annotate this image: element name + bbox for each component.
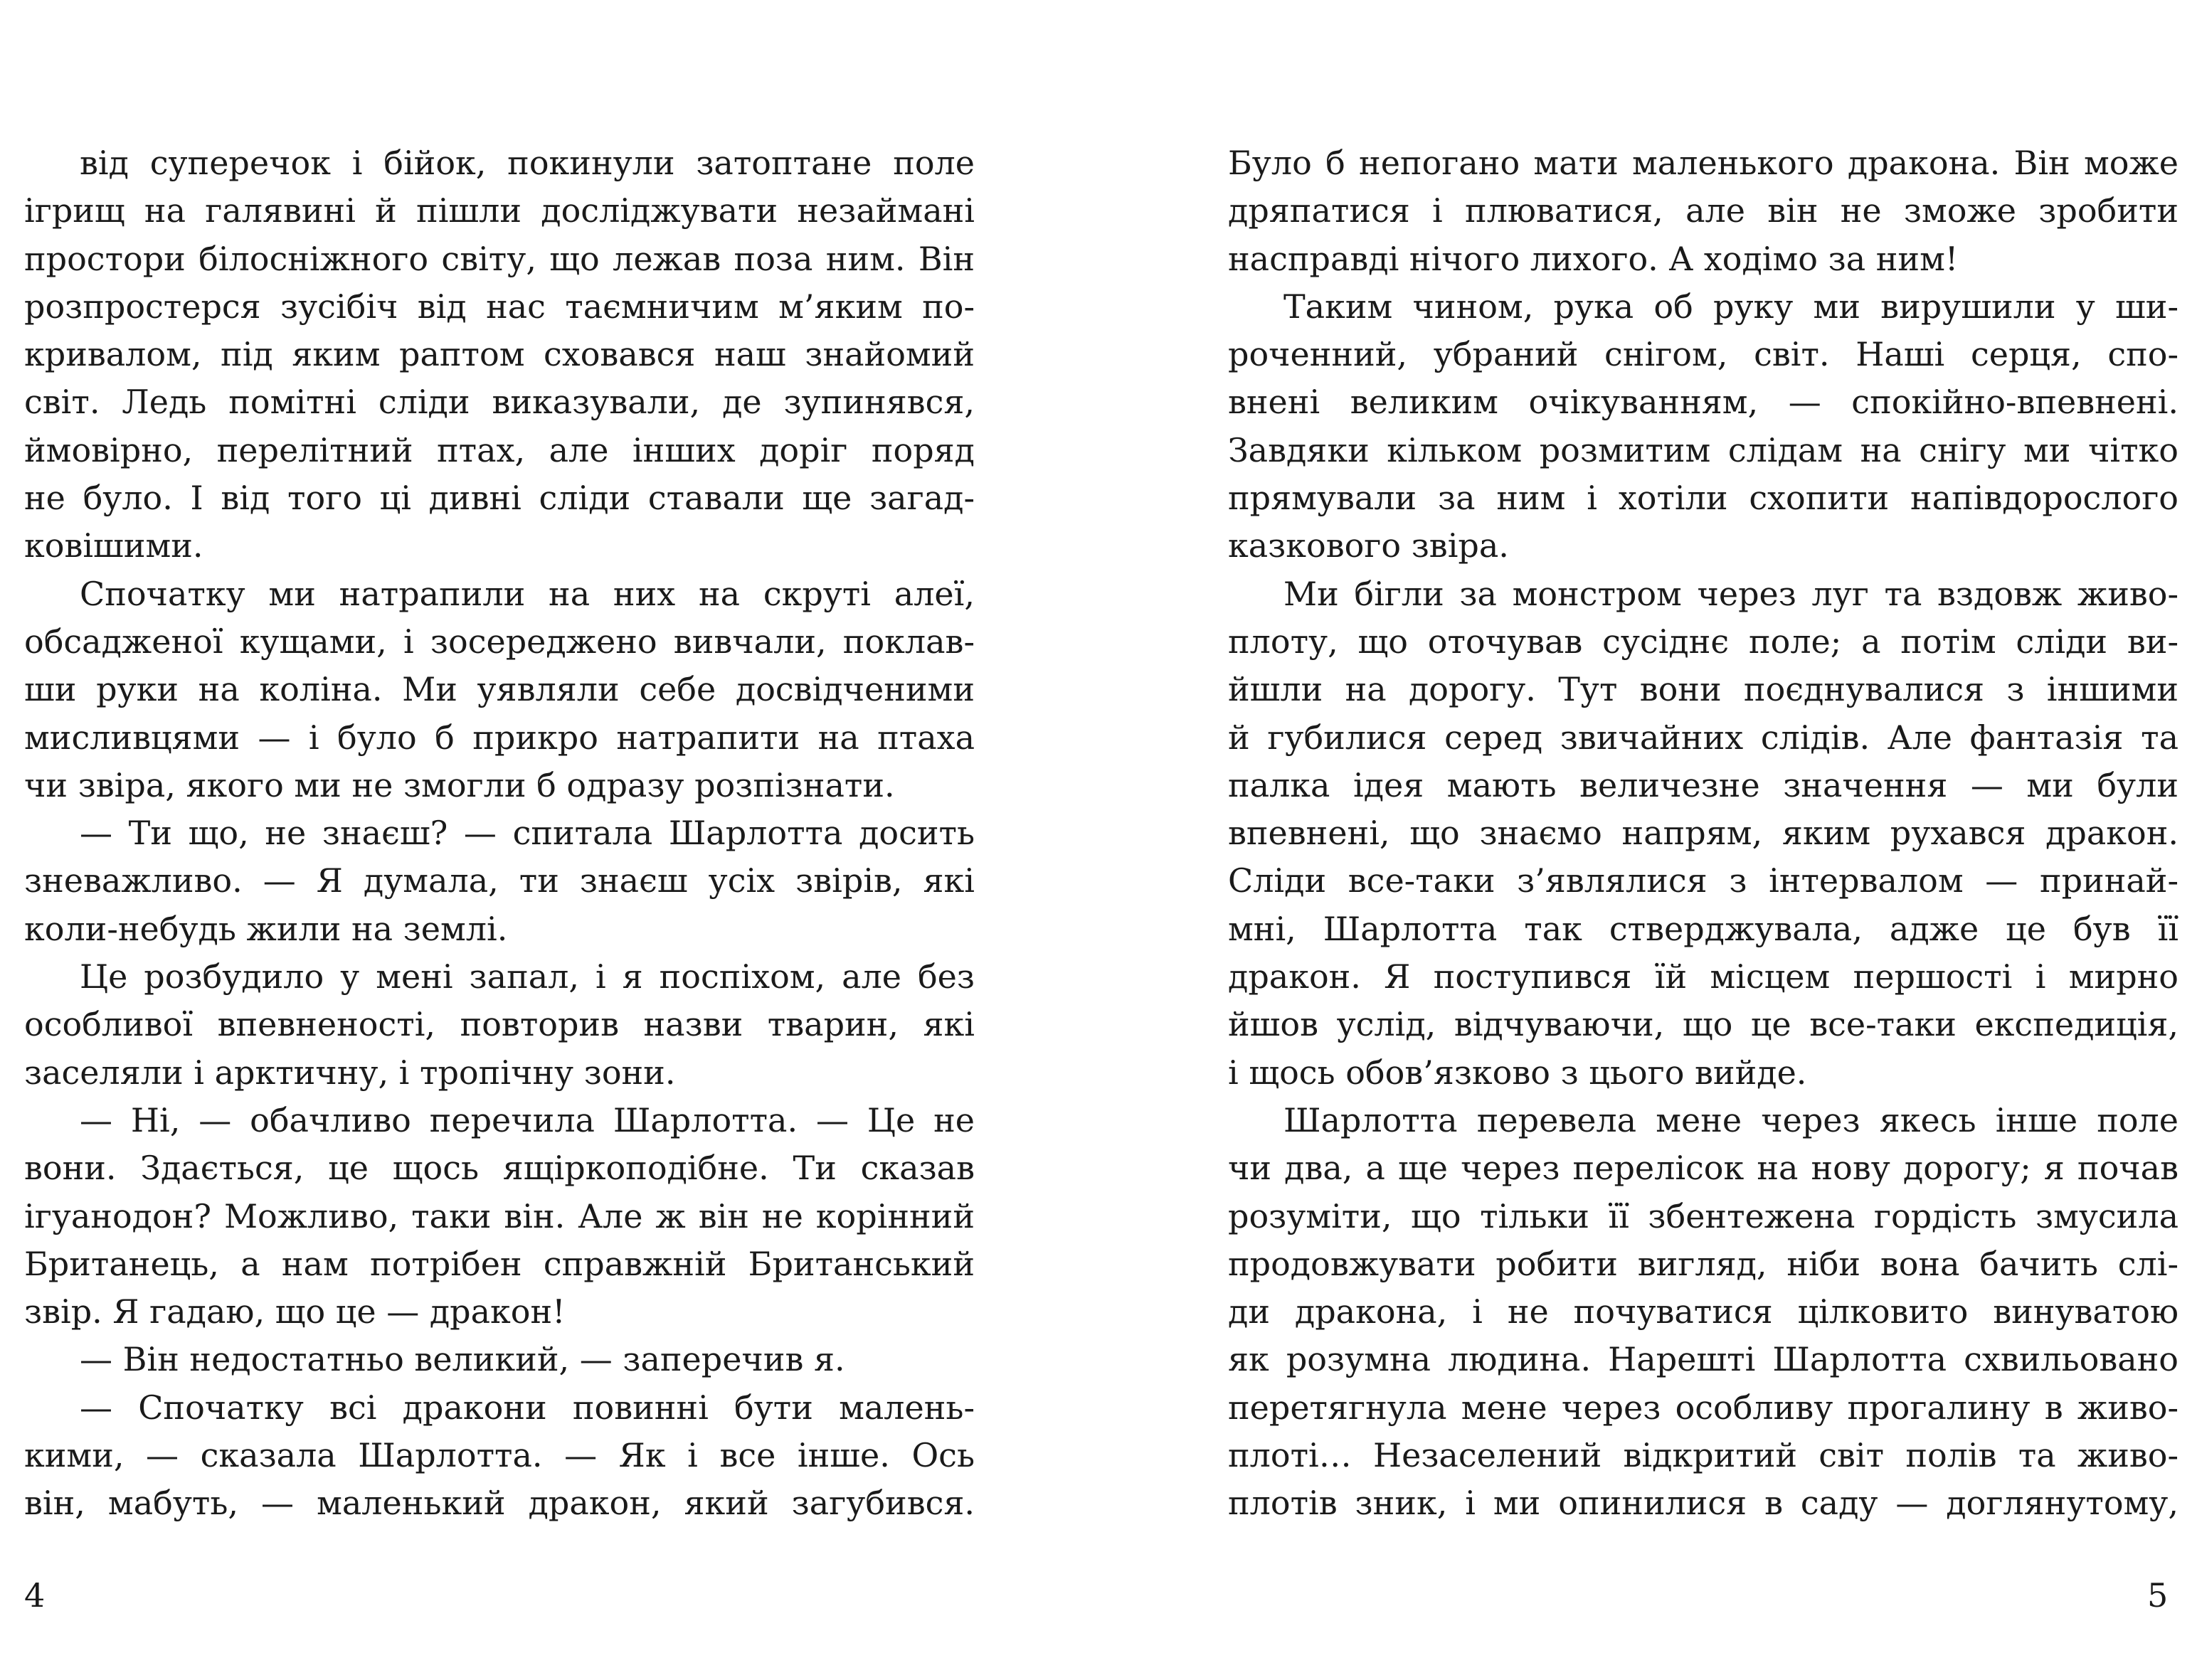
text-line: Спочатку ми натрапили на них на скруті алеї, <box>80 574 975 613</box>
right-page-text <box>1228 139 2179 1528</box>
text-line: дракон. Я поступився їй місцем першості і мирно <box>1228 957 2179 996</box>
left-page-text <box>24 139 975 1528</box>
text-line: перетягнула мене через особливу прогалину в живо- <box>1228 1388 2179 1427</box>
text-line: розпростерся зусібіч від нас таємничим м’яким по- <box>24 287 975 326</box>
text-line: й губилися серед звичайних слідів. Але фантазія та <box>1228 718 2179 757</box>
text-line: Таким чином, рука об руку ми вирушили у ши- <box>1283 287 2179 326</box>
text-line: продовжувати робити вигляд, ніби вона бачить слі- <box>1228 1244 2179 1283</box>
text-line: кривалом, під яким раптом сховався наш знайомий <box>24 335 975 374</box>
text-line: ди дракона, і не почуватися цілковито винуватою <box>1228 1292 2179 1331</box>
text-line: плоту, що оточував сусіднє поле; а потім сліди ви- <box>1228 622 2179 661</box>
text-line: і щось обов’язково з цього вийде. <box>1228 1053 1807 1092</box>
right-page-number: 5 <box>2147 1576 2169 1615</box>
text-line: мисливцями — і було б прикро натрапити на птаха <box>24 718 975 757</box>
text-line: ігрищ на галявині й пішли досліджувати незаймані <box>24 191 975 230</box>
text-line: Шарлотта перевела мене через якесь інше поле <box>1283 1100 2179 1139</box>
text-line: від суперечок і бійок, покинули затоптане поле <box>80 144 975 182</box>
text-line: — Ні, — обачливо перечила Шарлотта. — Це не <box>80 1100 975 1139</box>
text-line: роченний, убраний снігом, світ. Наші серця, спо- <box>1228 335 2179 374</box>
text-line: мні, Шарлотта так стверджувала, адже це був її <box>1228 909 2179 948</box>
text-line: обсадженої кущами, і зосереджено вивчали, поклав- <box>24 622 975 661</box>
text-line: ігуанодон? Можливо, таки він. Але ж він не корінний <box>24 1196 975 1235</box>
text-line: Британець, а нам потрібен справжній Британський <box>24 1244 975 1283</box>
text-line: розуміти, що тільки її збентежена гордість змусила <box>1228 1196 2179 1235</box>
text-line: ймовірно, перелітний птах, але інших доріг поряд <box>24 430 975 469</box>
text-line: плотів зник, і ми опинилися в саду — доглянутому, <box>1228 1484 2179 1523</box>
text-line: — Спочатку всі дракони повинні бути малень- <box>80 1388 975 1427</box>
text-line: коли-небудь жили на землі. <box>24 909 508 948</box>
text-line: особливої впевненості, повторив назви тварин, які <box>24 1005 975 1044</box>
text-line: світ. Ледь помітні сліди виказували, де зупинявся, <box>24 383 975 422</box>
text-line: — Ти що, не знаєш? — спитала Шарлотта досить <box>80 814 975 853</box>
text-line: прямували за ним і хотіли схопити напівдорослого <box>1228 479 2179 518</box>
text-line: чи звіра, якого ми не змогли б одразу розпізнати. <box>24 765 895 804</box>
text-line: впевнені, що знаємо напрям, яким рухався дракон. <box>1228 814 2179 853</box>
text-line: йшов услід, відчуваючи, що це все-таки експедиція, <box>1228 1005 2179 1044</box>
text-line: простори білосніжного світу, що лежав поза ним. Він <box>24 239 975 278</box>
text-line: ши руки на коліна. Ми уявляли себе досвідченими <box>24 670 975 709</box>
text-line: Завдяки кільком розмитим слідам на снігу ми чітко <box>1228 430 2179 469</box>
text-line: заселяли і арктичну, і тропічну зони. <box>24 1053 676 1092</box>
text-line: чи два, а ще через перелісок на нову дорогу; я почав <box>1228 1149 2179 1188</box>
text-line: казкового звіра. <box>1228 526 1509 565</box>
text-line: насправді нічого лихого. А ходімо за ним! <box>1228 239 1959 278</box>
text-line: не було. І від того ці дивні сліди ставали ще загад- <box>24 479 975 518</box>
text-line: плоті… Незаселений відкритий світ полів та живо- <box>1228 1436 2179 1475</box>
text-line: він, мабуть, — маленький дракон, який загубився. <box>24 1484 975 1523</box>
text-line: вони. Здається, це щось ящіркоподібне. Ти сказав <box>24 1149 975 1188</box>
text-line: кими, — сказала Шарлотта. — Як і все інше. Ось <box>24 1436 975 1475</box>
text-line: Сліди все-таки з’являлися з інтервалом — принай- <box>1228 861 2179 900</box>
text-line: як розумна людина. Нарешті Шарлотта схвильовано <box>1228 1340 2179 1379</box>
text-line: зневажливо. — Я думала, ти знаєш усіх звірів, які <box>24 861 975 900</box>
text-line: внені великим очікуванням, — спокійно-впевнені. <box>1228 383 2179 422</box>
text-line: Ми бігли за монстром через луг та вздовж живо- <box>1283 574 2179 613</box>
text-line: — Він недостатньо великий, — заперечив я. <box>80 1340 845 1379</box>
text-line: палка ідея мають величезне значення — ми були <box>1228 765 2179 804</box>
text-line: ковішими. <box>24 526 203 565</box>
left-page-number: 4 <box>24 1576 46 1615</box>
text-line: йшли на дорогу. Тут вони поєднувалися з іншими <box>1228 670 2179 709</box>
text-line: Було б непогано мати маленького дракона. Він може <box>1228 144 2179 182</box>
text-line: Це розбудило у мені запал, і я поспіхом, але без <box>80 957 975 996</box>
text-line: звір. Я гадаю, що це — дракон! <box>24 1292 566 1331</box>
text-line: дряпатися і плюватися, але він не зможе зробити <box>1228 191 2179 230</box>
